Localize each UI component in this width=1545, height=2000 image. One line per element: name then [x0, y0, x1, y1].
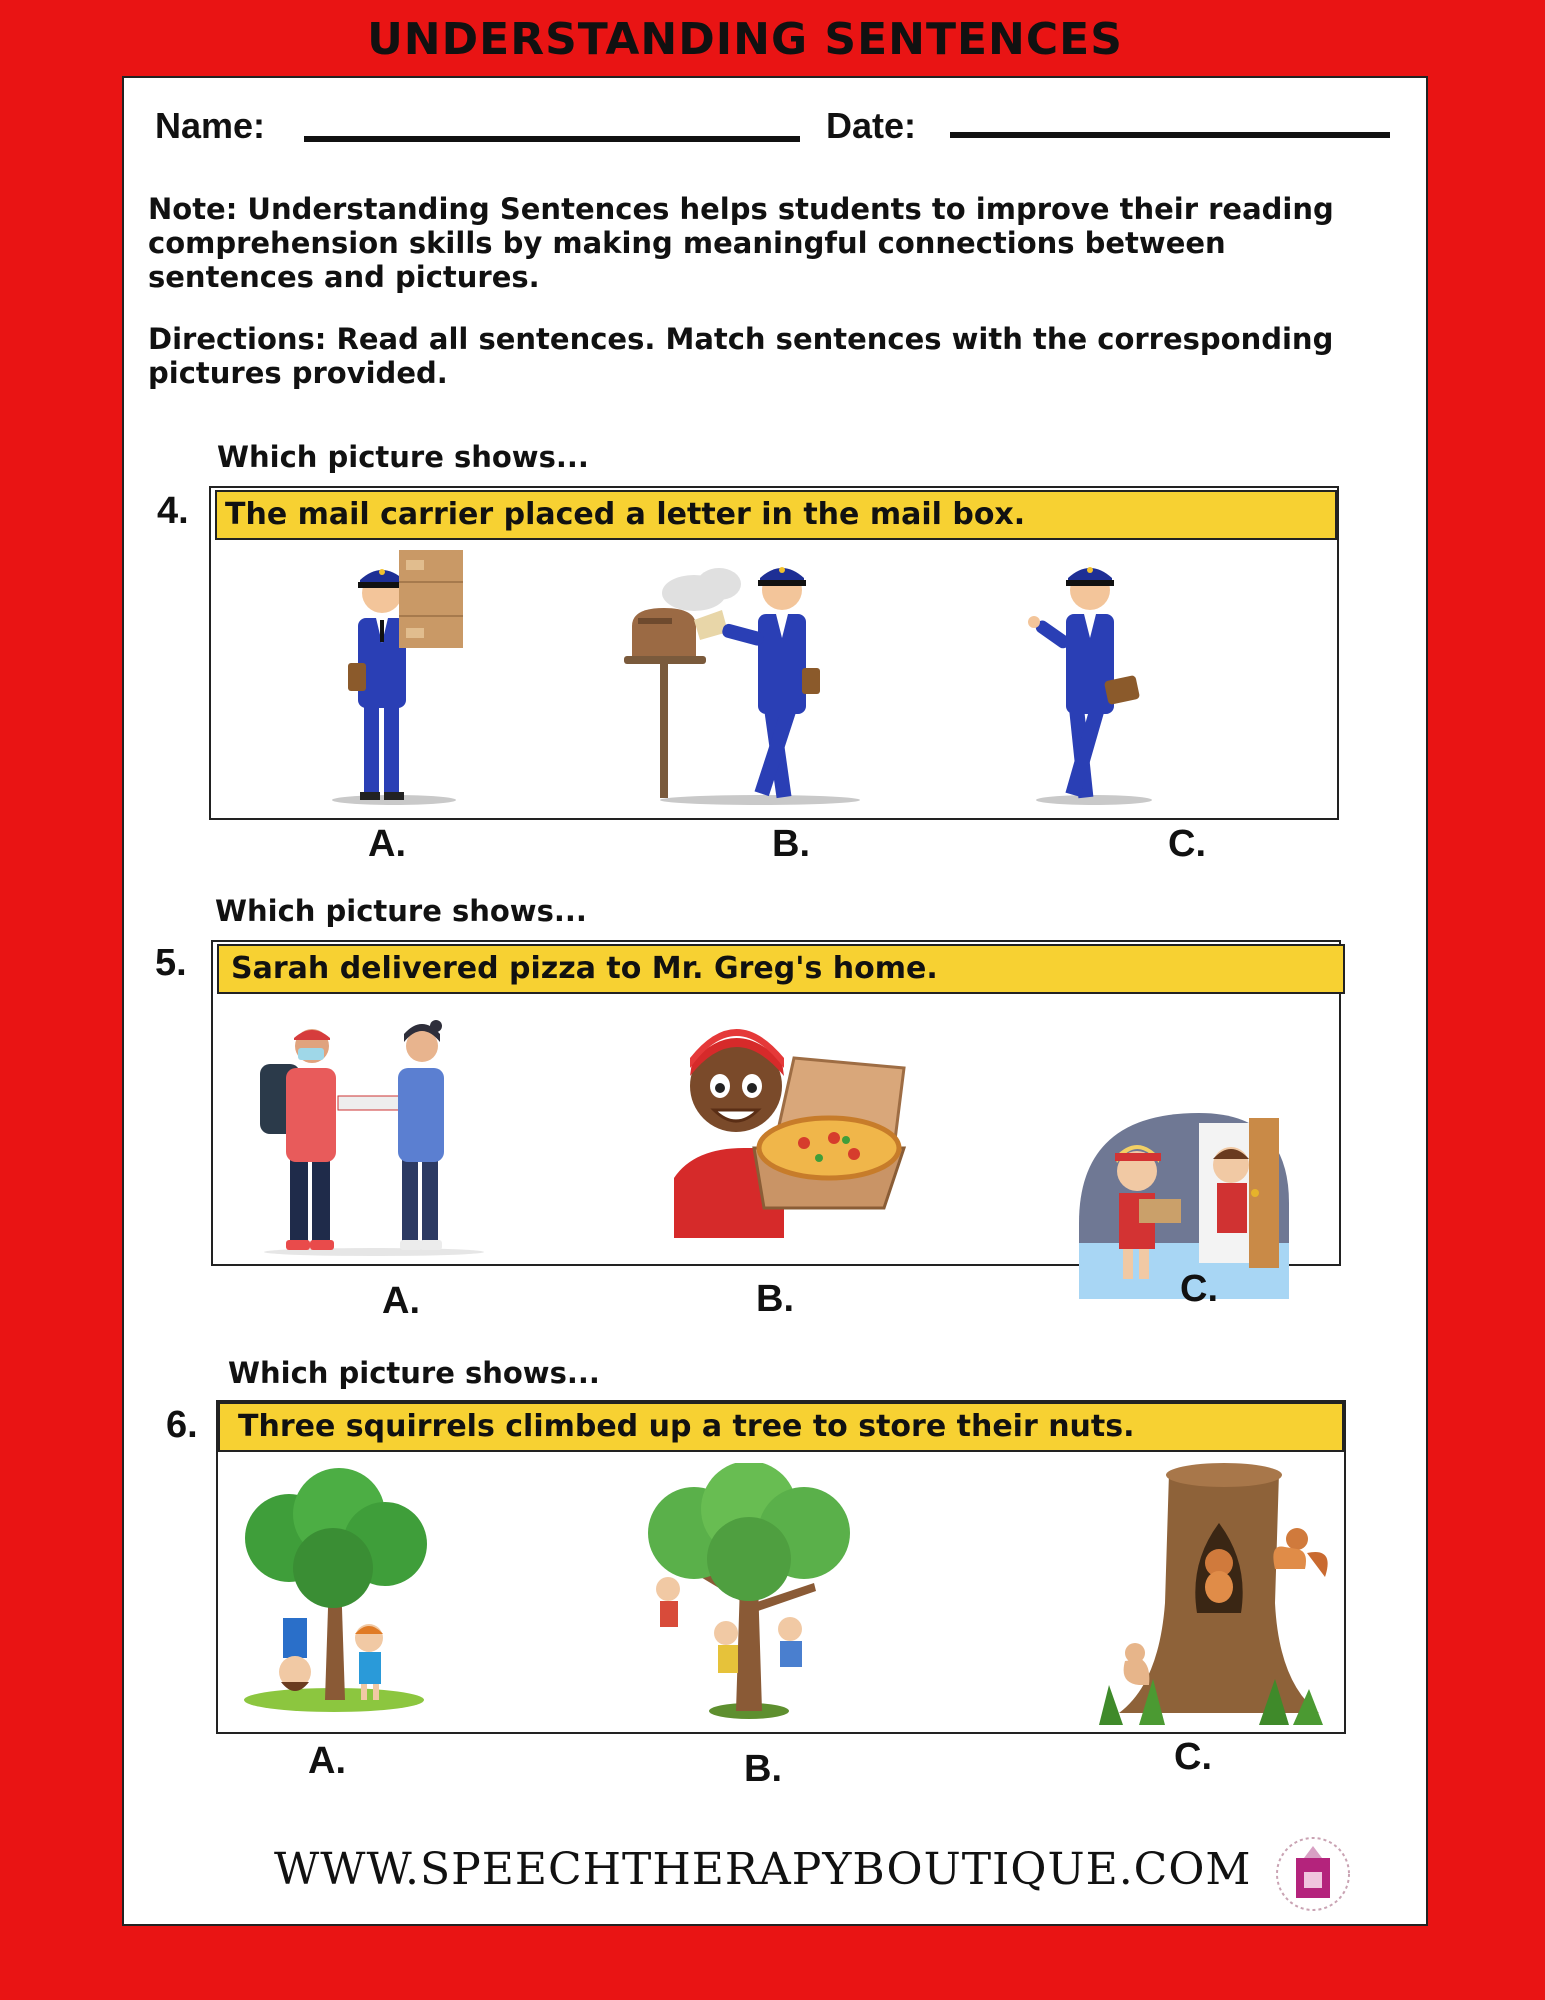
- choice-a-label: A.: [382, 1280, 420, 1322]
- question-sentence: The mail carrier placed a letter in the mail box.: [215, 490, 1337, 540]
- date-field[interactable]: [950, 132, 1390, 138]
- picture-pizza-man[interactable]: [654, 998, 914, 1238]
- boutique-logo: [1274, 1828, 1352, 1920]
- name-field[interactable]: [304, 136, 800, 142]
- question-prompt: Which picture shows...: [217, 440, 589, 474]
- question-number: 5.: [155, 942, 187, 984]
- question-number: 4.: [157, 490, 189, 532]
- pizza-cap-text: PIZZA: [714, 1014, 764, 1032]
- picture-mail-carrier-boxes[interactable]: [324, 548, 464, 810]
- choice-b-label: B.: [772, 823, 810, 865]
- directions-text: Directions: Read all sentences. Match sentences with the corresponding pictures provided.: [148, 322, 1334, 390]
- picture-kids-climbing-tree[interactable]: [634, 1463, 864, 1723]
- picture-courier-handing-pizza[interactable]: [254, 1008, 494, 1258]
- question-sentence: Sarah delivered pizza to Mr. Greg's home.: [217, 944, 1345, 994]
- choice-a-label: A.: [368, 823, 406, 865]
- picture-mail-carrier-mailbox[interactable]: [624, 548, 864, 810]
- date-label: Date:: [826, 105, 917, 146]
- choice-b-label: B.: [744, 1748, 782, 1790]
- question-sentence: Three squirrels climbed up a tree to store their nuts.: [218, 1402, 1344, 1452]
- worksheet-title: UNDERSTANDING SENTENCES: [367, 14, 1123, 65]
- note-text: Note: Understanding Sentences helps students to improve their reading comprehension skills by making meaningful connections between sentences and pictures.: [148, 192, 1334, 294]
- picture-mail-carrier-waving[interactable]: [1024, 548, 1164, 810]
- question-prompt: Which picture shows...: [228, 1356, 600, 1390]
- choice-b-label: B.: [756, 1278, 794, 1320]
- choice-a-label: A.: [308, 1740, 346, 1782]
- choice-c-label: C.: [1174, 1736, 1212, 1778]
- name-label: Name:: [155, 105, 266, 146]
- question-prompt: Which picture shows...: [215, 894, 587, 928]
- picture-kids-under-tree[interactable]: [229, 1468, 429, 1714]
- choice-c-label: C.: [1180, 1268, 1218, 1310]
- website-url[interactable]: WWW.SPEECHTHERAPYBOUTIQUE.COM: [274, 1844, 1252, 1895]
- worksheet-page: [122, 76, 1428, 1926]
- picture-squirrels-in-tree[interactable]: [1079, 1453, 1339, 1725]
- choice-c-label: C.: [1168, 823, 1206, 865]
- question-number: 6.: [166, 1404, 198, 1446]
